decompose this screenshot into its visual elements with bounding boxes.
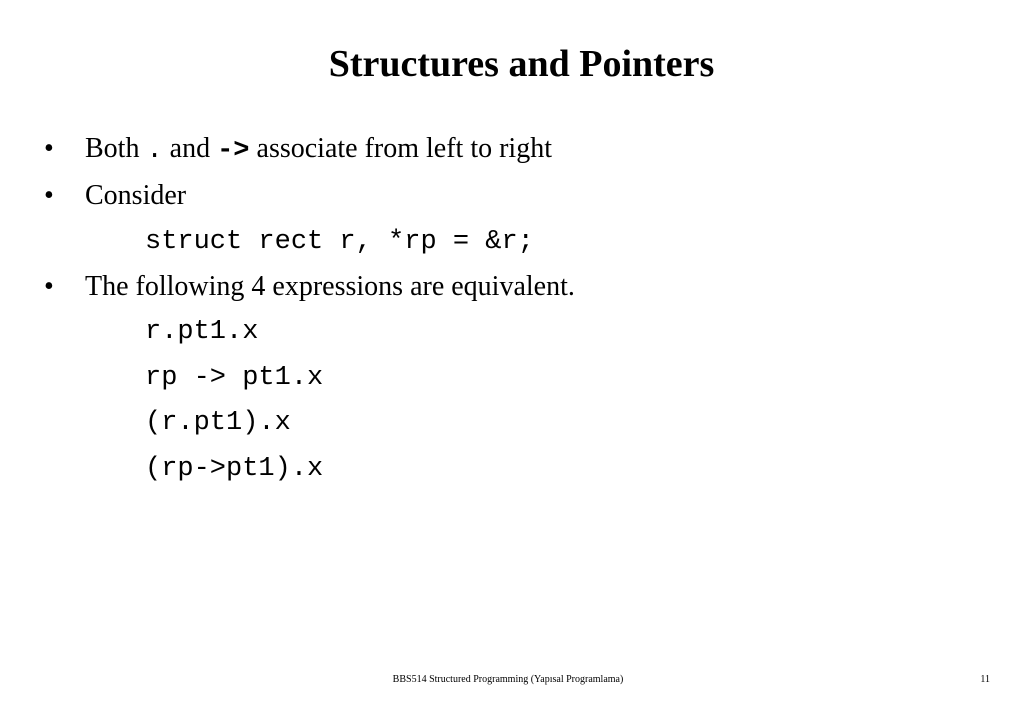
bullet-marker: • bbox=[44, 133, 54, 164]
code-expression-2: rp -> pt1.x bbox=[145, 363, 324, 393]
code-expression-4: (rp->pt1).x bbox=[145, 454, 324, 484]
slide-title: Structures and Pointers bbox=[328, 43, 715, 85]
code-declaration: struct rect r, *rp = &r; bbox=[145, 227, 534, 257]
dot-operator: . bbox=[146, 136, 163, 166]
bullet-text-1 bbox=[85, 132, 552, 168]
text-both: Both bbox=[85, 133, 140, 164]
arrow-operator: -> bbox=[217, 136, 250, 166]
bullet-text-2: Consider bbox=[85, 180, 187, 211]
bullet-text-3: The following 4 expressions are equivalent. bbox=[85, 271, 575, 302]
text-associate: associate from left to right bbox=[256, 133, 552, 164]
text-and: and bbox=[169, 133, 211, 164]
bullet-marker: • bbox=[44, 271, 54, 302]
code-expression-3: (r.pt1).x bbox=[145, 408, 291, 438]
code-expression-1: r.pt1.x bbox=[145, 317, 259, 347]
page-number: 11 bbox=[980, 674, 990, 685]
slide-footer: BBS514 Structured Programming (Yapısal Programlama) bbox=[392, 674, 624, 685]
bullet-marker: • bbox=[44, 180, 54, 211]
